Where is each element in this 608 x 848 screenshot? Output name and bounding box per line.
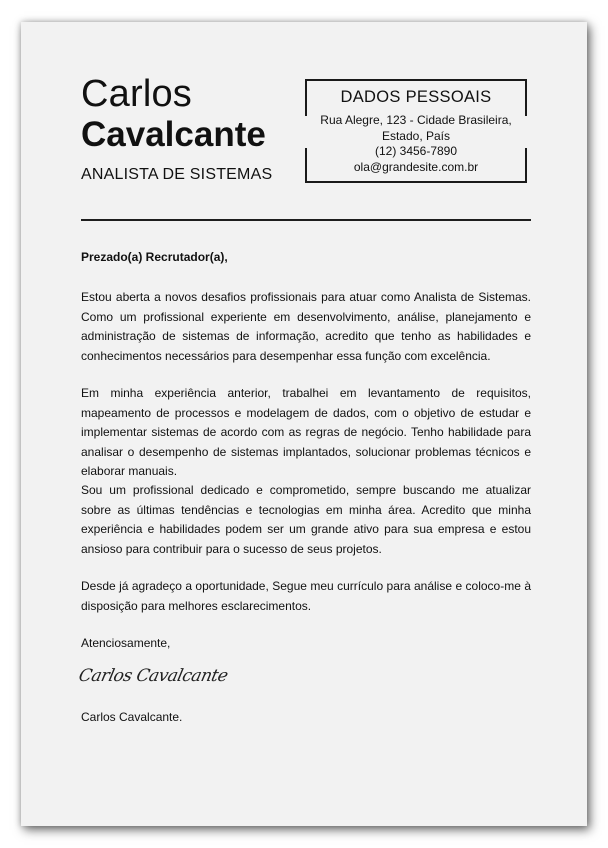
phone: (12) 3456-7890 xyxy=(374,144,458,158)
job-title: ANALISTA DE SISTEMAS xyxy=(81,166,273,183)
paragraph-text: Desde já agradeço a oportunidade, Segue meu currículo para análise e coloco-me à disposição para melhores esclarecimentos. xyxy=(81,579,531,613)
signature: Carlos Cavalcante xyxy=(76,666,230,686)
letter-page xyxy=(21,22,587,826)
signed-name: Carlos Cavalcante. xyxy=(81,710,183,724)
greeting: Prezado(a) Recrutador(a), xyxy=(81,250,228,264)
paragraph xyxy=(81,384,531,482)
paragraph-text: Em minha experiência anterior, trabalhei em levantamento de requisitos, mapeamento de processos e modelagem de dados, com o objetivo de estudar e implementar sistemas de acordo com as regras de negócio. Tenho habilidade para analisar o desempenho de sistemas implantados, solucionar problemas técnicos e elaborar manuais. xyxy=(81,386,531,478)
paragraph xyxy=(81,577,531,616)
last-name: Cavalcante xyxy=(81,115,266,154)
address-line-2: Estado, País xyxy=(381,128,451,143)
divider xyxy=(81,219,531,221)
personal-data-title: DADOS PESSOAIS xyxy=(340,88,492,106)
personal-data-lines xyxy=(305,113,527,175)
closing: Atenciosamente, xyxy=(81,636,171,650)
personal-data-box xyxy=(305,79,527,183)
paragraph xyxy=(81,288,531,366)
email: ola@grandesite.com.br xyxy=(353,159,479,174)
paragraph-text: Estou aberta a novos desafios profissionais para atuar como Analista de Sistemas. Como um profissional experiente em desenvolvimento, análise, planejamento e administração de sistemas de informação, acredito que tenho as habilidades e conhecimentos necessários para desempenhar essa função com excelência. xyxy=(81,290,531,363)
address-line-1: Rua Alegre, 123 - Cidade Brasileira, xyxy=(320,113,512,127)
first-name: Carlos xyxy=(81,73,193,115)
paragraph-text: Sou um profissional dedicado e comprometido, sempre buscando me atualizar sobre as últimas tendências e tecnologias em minha área. Acredito que minha experiência e habilidades podem ser um grande ativo para sua empresa e estou ansioso para contribuir para o sucesso de seus projetos. xyxy=(81,483,531,556)
paragraph xyxy=(81,481,531,559)
